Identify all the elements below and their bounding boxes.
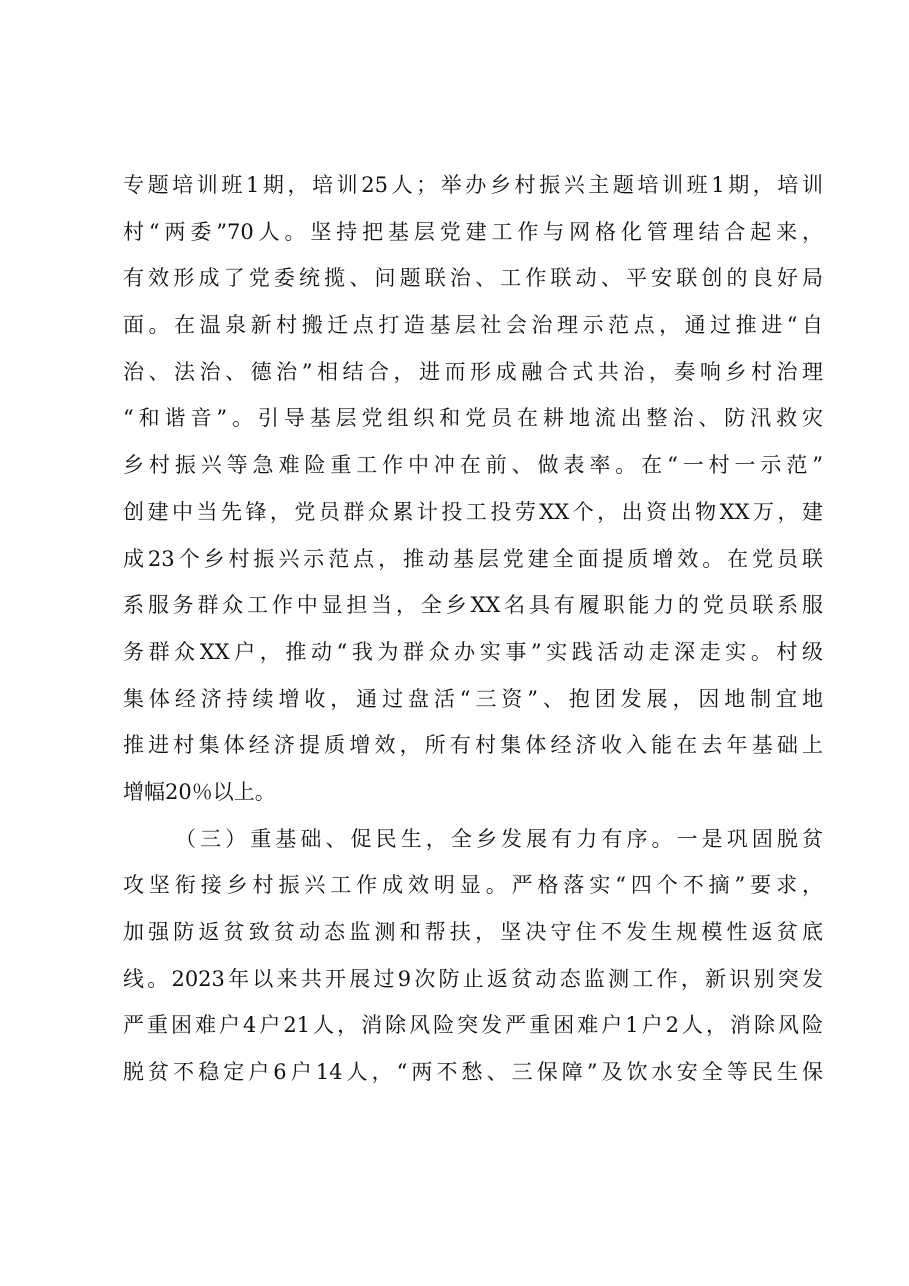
text-line: 有效形成了党委统揽、问题联治、工作联动、平安联创的良好局 <box>123 266 823 291</box>
section-heading-line: （三）重基础、促民生，全乡发展有力有序。一是巩固脱贫 <box>175 826 823 851</box>
text-line: 专题培训班1期，培训25人；举办乡村振兴主题培训班1期，培训 <box>123 173 823 197</box>
text-line: 严重困难户4户21人，消除风险突发严重困难户1户2人，消除风险 <box>123 1013 823 1038</box>
text-line: 乡村振兴等急难险重工作中冲在前、做表率。在“一村一示范” <box>123 453 823 478</box>
text-line: 攻坚衔接乡村振兴工作成效明显。严格落实“四个不摘”要求， <box>123 873 823 898</box>
text-line: 系服务群众工作中显担当，全乡XX名具有履职能力的党员联系服 <box>123 593 823 618</box>
text-line: 村“两委”70人。坚持把基层党建工作与网格化管理结合起来， <box>123 219 823 244</box>
text-line: 面。在温泉新村搬迁点打造基层社会治理示范点，通过推进“自 <box>123 313 823 338</box>
text-line: 推进村集体经济提质增效，所有村集体经济收入能在去年基础上 <box>123 733 823 758</box>
text-line: 线。2023年以来共开展过9次防止返贫动态监测工作，新识别突发 <box>123 966 823 991</box>
text-line: “和谐音”。引导基层党组织和党员在耕地流出整治、防汛救灾 <box>123 406 823 431</box>
text-line: 创建中当先锋，党员群众累计投工投劳XX个，出资出物XX万，建 <box>123 499 823 524</box>
text-line: 成23个乡村振兴示范点，推动基层党建全面提质增效。在党员联 <box>123 546 823 571</box>
text-line: 集体经济持续增收，通过盘活“三资”、抱团发展，因地制宜地 <box>123 686 823 711</box>
text-line: 务群众XX户，推动“我为群众办实事”实践活动走深走实。村级 <box>123 639 823 664</box>
text-line: 治、法治、德治”相结合，进而形成融合式共治，奏响乡村治理 <box>123 359 823 384</box>
body-text <box>123 162 823 1096</box>
text-line: 增幅20％以上。 <box>123 779 276 804</box>
text-line: 脱贫不稳定户6户14人，“两不愁、三保障”及饮水安全等民生保 <box>123 1060 823 1085</box>
text-line: 加强防返贫致贫动态监测和帮扶，坚决守住不发生规模性返贫底 <box>123 920 823 944</box>
